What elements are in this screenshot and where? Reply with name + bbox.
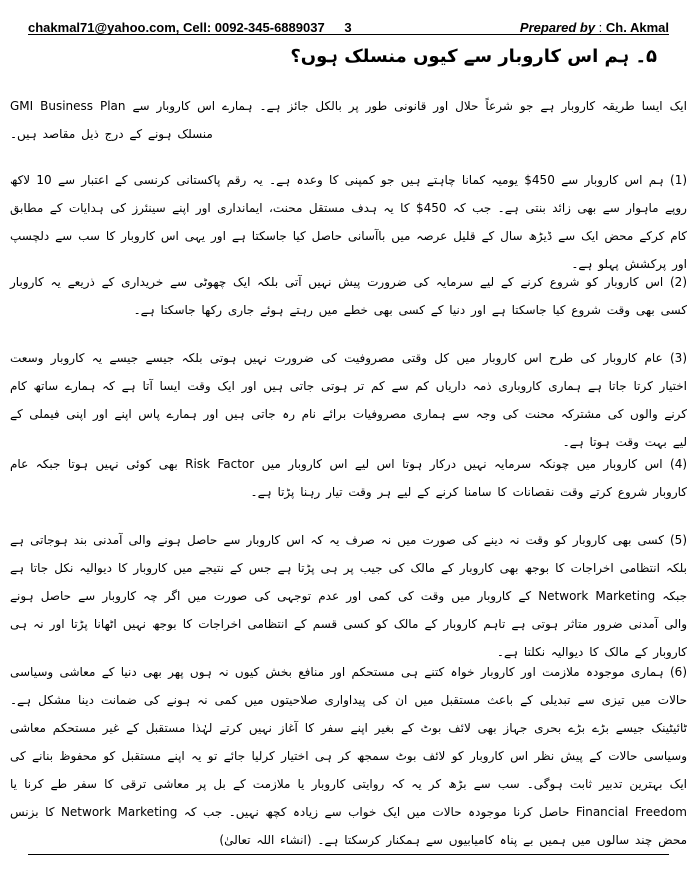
paragraph-6: (6) ہماری موجودہ ملازمت اور کاروبار خواہ کتنے ہی مستحکم اور منافع بخش کیوں نہ ہوں پھر بھی دنیا کے معاشی وسیاسی حالات میں تیزی سے تبدیلی کے باعث مستقبل میں ان کی پیداواری صلاحیتوں میں کمی نہ ہونے کی ضمانت دینا مشکل ہے۔ ٹائیٹینک جیسے بڑے بڑے بحری جہاز بھی لائف بوٹ کے بغیر اپنے سفر کا آغاز نہیں کرتے لہٰذا مستقبل کے غیر مستحکم معاشی وسیاسی حالات کے پیش نظر اس کاروبار کو لائف بوٹ سمجھ کر ہی اختیار کرلیا جائے تو یہ اپنے مستقبل کو محفوظ بنانے کی ایک بہترین تدبیر ثابت ہوگی۔ سب سے بڑھ کر یہ کہ روایتی کاروبار یا ملازمت کے بل پر معاشی ترقی کا سفر طے کرنا یا Financial Freedom حاصل کرنا موجودہ حالات میں ایک خواب سے زیادہ کچھ نہیں۔ جب کہ Network Marketing کا بزنس محض چند سالوں میں ہمیں بے پناہ کامیابیوں سے ہمکنار کرسکتا ہے۔ (انشاء اللہ تعالیٰ) [10,665,687,847]
prepared-by-label: Prepared by [519,20,596,35]
paragraph-4: (4) اس کاروبار میں چونکہ سرمایہ نہیں درکار ہوتا اس لیے اس کاروبار میں Risk Factor بھی کوئی نہیں ہوتا جبکہ عام کاروبار شروع کرتے وقت نقصانات کا سامنا کرنے کے لیے ہر وقت تیار رہنا پڑتا ہے۔ [10,457,688,499]
section-title: ۵۔ ہم اس کاروبار سے کیوں منسلک ہوں؟ [290,46,657,67]
prepared-by: Prepared by : Ch. Akmal [519,20,669,35]
page-number: 3 [344,20,352,35]
paragraph-1: (1) ہم اس کاروبار سے 450$ یومیہ کمانا چاہتے ہیں جو کمپنی کا وعدہ ہے۔ یہ رقم پاکستانی کرنسی کے اعتبار سے 10 لاکھ روپے ماہوار سے بھی زائد بنتی ہے۔ جب کہ 450$ کا یہ ہدف مستقل محنت، ایمانداری اور اپنے سینئرز کی ہدایات کے مطابق کام کرکے محض ایک سے ڈیڑھ سال کے قلیل عرصہ میں باآسانی حاصل کیا جاسکتا ہے اور یہی اس کاروبار کا سب سے دلچسپ اور پرکشش پہلو ہے۔ [10,173,688,271]
header-rule [28,34,669,35]
paragraph-3: (3) عام کاروبار کی طرح اس کاروبار میں کل وقتی مصروفیت کی ضرورت نہیں ہوتی بلکہ جیسے جیسے یہ کاروبار وسعت اختیار کرتا جاتا ہے ہماری کاروباری ذمہ داریاں کم سے کم تر ہوتی جاتی ہیں اور ایک وقت ایسا آتا ہے کہ ہمارے ساتھ کام کرنے والوں کی مشترکہ محنت کی وجہ سے ہماری مصروفیات برائے نام رہ جاتی ہیں اور ہمارے پاس اپنے اور اپنی فیملی کے لیے بہت وقت ہوتا ہے۔ [10,351,688,449]
paragraph-2: (2) اس کاروبار کو شروع کرنے کے لیے سرمایہ کی ضرورت پیش نہیں آتی بلکہ ایک چھوٹی سے خریداری کے ذریعے یہ کاروبار کسی بھی وقت شروع کیا جاسکتا ہے اور دنیا کے کسی بھی خطے میں رہتے ہوئے جاری رکھا جاسکتا ہے۔ [10,275,687,317]
contact-info [28,20,352,35]
paragraph-intro: GMI Business Plan ایک ایسا طریقہ کاروبار ہے جو شرعاً حلال اور قانونی طور پر بالکل جائز ہے۔ ہمارے اس کاروبار سے منسلک ہونے کے درج ذیل مقاصد ہیں۔ [10,99,687,141]
paragraph-5: (5) کسی بھی کاروبار کو وقت نہ دینے کی صورت میں نہ صرف یہ کہ اس کاروبار سے حاصل ہونے والی آمدنی بند ہوجاتی ہے بلکہ انتظامی اخراجات کا بوجھ بھی کاروبار کے مالک کی جیب پر ہی پڑتا ہے جس کے نتیجے میں کاروبار کا دیوالیہ نکل جاتا ہے جبکہ Network Marketing کے کاروبار میں وقت کی کمی اور عدم توجہی کی صورت میں اگر چہ کاروبار سے حاصل ہونے والی آمدنی ضرور متاثر ہوتی ہے تاہم کاروبار کے مالک کو کسی قسم کے انتظامی اخراجات کا بوجھ نہیں اٹھانا پڑتا اور نہ ہی کاروبار کے مالک کا دیوالیہ نکلتا ہے۔ [10,533,687,659]
contact-text: chakmal71@yahoo.com, Cell: 0092-345-6889037 [28,20,325,35]
footer-rule [28,854,669,855]
author-name: Ch. Akmal [605,20,669,35]
